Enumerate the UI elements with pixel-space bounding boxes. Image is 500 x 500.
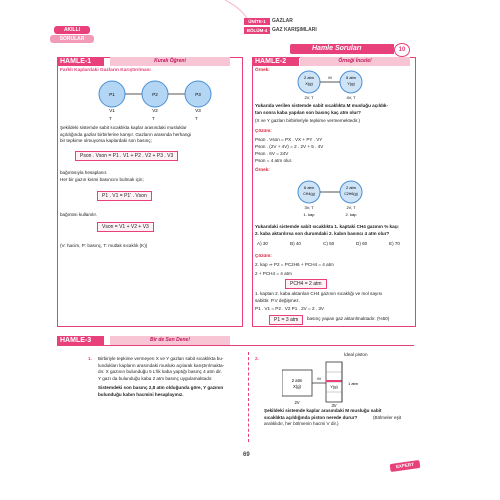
ex2-sol-5: P1 . V1 = P2 . V2 P1 . 2V = 2 . 3V: [255, 306, 324, 311]
page-title: Hamle Soruları: [312, 45, 362, 52]
ex1-q-1: Yukarıda verilen sistemde sabit sıcaklıkta M musluğu açıldık-: [255, 103, 389, 108]
hamle1-eq3: Vson = V1 + V2 + V3: [97, 222, 154, 232]
ex1-left-gas: X(g): [305, 81, 313, 86]
q2-right-mid: 1 atm: [348, 381, 359, 386]
q2-m: M: [317, 376, 321, 381]
logo-text: EXPERT: [390, 460, 421, 472]
ex2-sol-7: basınç yapan gaz aktarılmaktadır. (%50): [307, 316, 390, 321]
ex1-right-top: 5 atm: [345, 75, 357, 80]
q1-line-4: Y gazı da bulunduğu kaba 2 atm basınç uygulamaktadır.: [98, 375, 213, 381]
ex2-q-2: 2. kaba aktarılırsa son durumdaki 2. kabın basıncı 4 atm olur?: [255, 230, 390, 236]
q2-right-gas: Y(g): [330, 384, 338, 389]
hamle3-tag: Bir de Sen Dene!: [110, 336, 230, 345]
q1-line-1: Birbiriyle tepkime vermeyen X ve Y gazları sabit sıcaklıkta bu-: [98, 356, 224, 361]
ex2-left-bottom: 3V, T: [304, 205, 314, 210]
q2-left-bottom: 2V: [294, 400, 300, 405]
ex2-sol-4b: sabittir. P.V değişmez.: [255, 297, 300, 303]
hamle2-label: HAMLE-2: [252, 57, 299, 66]
ex2-option-a: A) 30: [257, 241, 268, 246]
ex2-option-d: D) 60: [356, 241, 368, 246]
hamle2-ornek2: Örnek:: [255, 167, 270, 172]
balloon-1-v: V1: [109, 108, 115, 113]
ex2-right-gas: C2H6(g): [344, 192, 358, 196]
hamle1-eq2: P1 . V1 = P1' . Vson: [97, 191, 152, 201]
ex1-q-3: (X ve Y gazları birbirleriyle tepkime vermemektedir.): [255, 118, 361, 123]
q2-left-gas: X(g): [293, 384, 301, 389]
q2-line-3: (Bölmeler eşit: [373, 414, 402, 420]
balloon-2-v: V2: [152, 108, 158, 113]
ex1-sol-1: Pson . Vson = PX . VX + PY . VY: [255, 137, 323, 142]
hamle1-para-1: Şekildeki sistemde sabit sıcaklıkta kaplar arasındaki musluklar: [60, 125, 187, 130]
balloon-2: [142, 81, 168, 113]
ex1-right-gas: Y(g): [347, 81, 355, 86]
ex2-right-cap: 2. kap: [345, 212, 357, 217]
q2-line-2: sıcaklıkta açıldığında piston nerede durur?: [264, 414, 358, 420]
column-divider: [248, 352, 249, 442]
ex1-sol-3: Pson . 6V = 24V: [255, 151, 289, 156]
q1-num: 1.: [88, 356, 92, 361]
hamle2-tag: Örneği İncele!: [300, 57, 410, 66]
q2-right-bottom: 3V: [331, 403, 337, 408]
ex2-right-top: 2 atm: [345, 185, 357, 190]
badge-line2: SORULAR: [50, 35, 94, 43]
ex2-left-top: 6 atm: [303, 185, 315, 190]
hamle1-balloons: [90, 76, 230, 118]
unit-label: ÜNİTE-1: [244, 18, 270, 25]
balloon-3-t: T: [195, 116, 198, 121]
hamle1-legend: (V: hacim, P: basınç, T: mutlak sıcaklık (K)): [60, 243, 148, 248]
ex2-sol-3: PCH4 = 2 atm: [285, 279, 327, 289]
ex2-right-bottom: 2V, T: [346, 205, 356, 210]
hamle2-ex1-figure: [295, 68, 375, 100]
ex2-cozum: Çözüm:: [255, 253, 272, 258]
ex2-sol-2: 2 + PCH4 = 4 atm: [255, 271, 292, 276]
q2-left-top: 2 atm: [291, 378, 303, 383]
hamle1-para-3: bir tepkime olmuyorsa kaplardaki son basınç;: [60, 138, 152, 143]
hamle1-label: HAMLE-1: [57, 57, 104, 66]
hamle1-eq1: Pson . Vson = P1 . V1 + P2 . V2 + P3 . V3: [75, 151, 178, 161]
hamle1-line-bag2: bağıntısı kullanılır.: [60, 212, 98, 217]
akilli-sorular-badge: [50, 26, 94, 48]
q2-num: 2.: [255, 356, 259, 361]
balloon-1-p: P1: [109, 92, 115, 97]
ex2-sol-6: P1 = 3 atm: [269, 315, 303, 325]
ex1-m: M: [328, 75, 332, 80]
ex1-q-2: tan sonra kaba yapılan son basınç kaç atm olur?: [255, 109, 361, 115]
badge-line1: AKILLI: [54, 26, 90, 34]
logo: [390, 458, 420, 476]
section-value: GAZ KARIŞIMLARI: [272, 27, 317, 33]
balloon-2-t: T: [152, 116, 155, 121]
hamle1-line-her: Her bir gazın kısmi basıncını bulmak için;: [60, 177, 144, 182]
hamle1-para-2: açıldığında gazlar birbirlerine karışır. Gazların arasında herhangi: [60, 131, 191, 137]
balloon-1: [99, 81, 125, 113]
balloon-3: [185, 81, 211, 113]
balloon-2-p: P2: [152, 92, 158, 97]
unit-value: GAZLAR: [272, 18, 293, 24]
ex2-option-b: B) 40: [290, 241, 301, 246]
ex2-left-gas: CH4(g): [303, 192, 315, 196]
q2-line-4: aralıklıdır, her bölmenin hacmi V dir.): [264, 421, 339, 426]
q2-line-1: Şekildeki sistemde kaplar arasındaki M musluğu sabit: [264, 408, 382, 413]
q2-ideal-piston: İdeal piston: [344, 352, 368, 357]
q2-figure: [282, 356, 382, 408]
title-number: 10: [394, 43, 410, 57]
ex1-right-bottom: 4V, T: [346, 95, 356, 100]
ex1-sol-4: Pson = 4 atm olur.: [255, 158, 293, 163]
section-label: BÖLÜM-4: [244, 27, 270, 34]
ex1-left-bottom: 2V, T: [304, 95, 314, 100]
ex1-sol-2: Pson . (2V + 4V) = 2 . 2V + 5 . 4V: [255, 144, 324, 149]
hamle1-subtitle: Farklı Kaplardaki Gazların Karıştırılması: [60, 68, 151, 73]
ex2-option-c: C) 50: [323, 241, 335, 246]
ex2-sol-4a: 1. kaptan 2. kaba aktarılan CH4 gazının sıcaklığı ve mol sayısı: [255, 291, 383, 296]
ex1-cozum: Çözüm:: [255, 128, 272, 133]
balloon-1-t: T: [109, 116, 112, 121]
ex1-left-top: 2 atm: [303, 75, 315, 80]
page-number: 69: [243, 452, 250, 458]
hamle3-label: HAMLE-3: [57, 336, 104, 345]
q1-line-2: lundukları kapların arasındaki muslukı açılarak karıştırılmakta-: [98, 362, 225, 368]
ex2-sol-1: 2. kap ⇒ P2 = PC2H6 + PCH4 = 4 atm: [255, 262, 334, 267]
ex2-option-e: E) 70: [389, 241, 400, 246]
q1-bold-1: Sistemdeki son basınç 2,8 atm olduğunda göre, Y gazının: [98, 385, 224, 390]
hamle1-tag: Kuralı Öğreni: [110, 57, 230, 66]
balloon-3-p: P3: [195, 92, 201, 97]
hamle1-line-bag1: bağıntısıyla hesaplanır.: [60, 170, 108, 175]
q1-bold-2: bulunduğu kabın hacmini hesaplayınız.: [98, 391, 184, 397]
ex2-left-cap: 1. kap: [303, 212, 315, 217]
hamle2-ex2-figure: [295, 178, 375, 220]
q1-line-3: dır. X gazının bulunduğu 5 L'lik kaba yaptığı basınç 4 atm dir.: [98, 369, 222, 374]
balloon-3-v: V3: [195, 108, 201, 113]
ex2-q-1: Yukarıdaki sistemde sabit sıcaklıkta 1. kaptaki CH4 gazının % kaçı: [255, 224, 399, 229]
hamle2-ornek: Örnek:: [255, 67, 270, 72]
